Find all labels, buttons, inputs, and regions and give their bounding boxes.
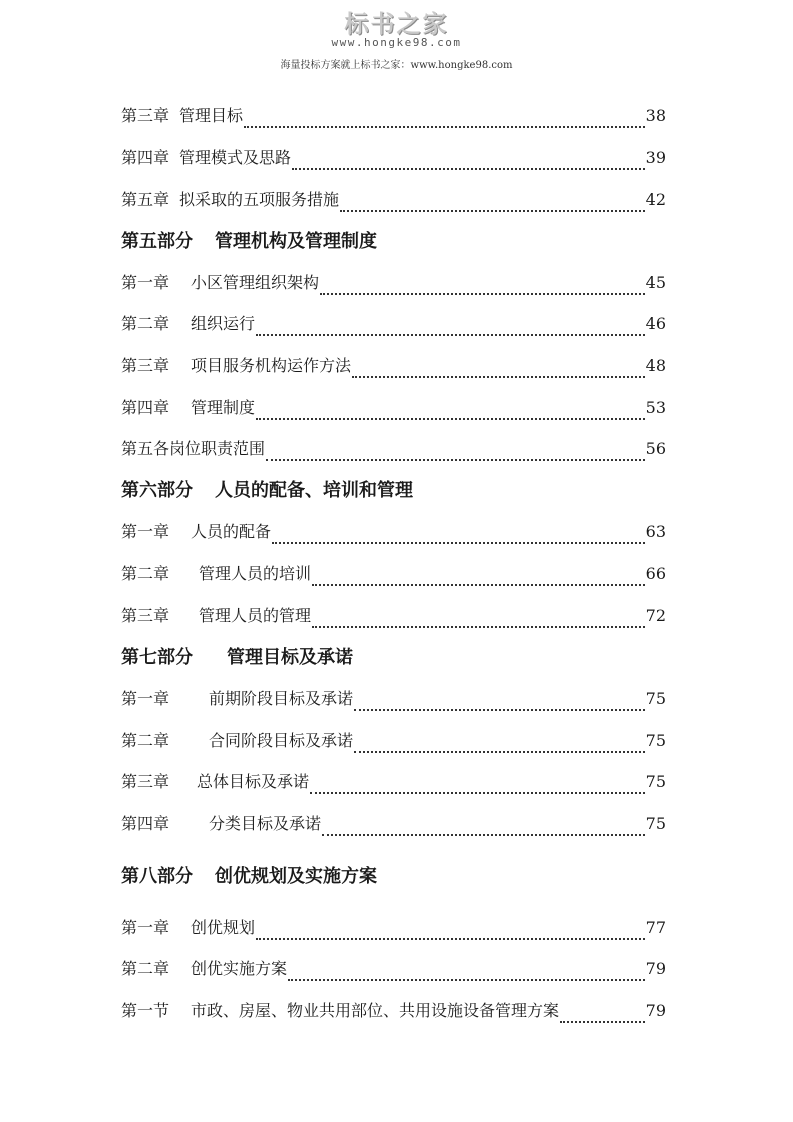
toc-part-heading [121,478,666,504]
toc-title: 人员的配备 [191,522,272,541]
toc-title: 人员的配备、培训和管理 [215,480,413,501]
toc-leader-dots [288,967,645,981]
toc-title: 管理目标 [179,106,244,125]
toc-title: 合同阶段目标及承诺 [209,731,354,750]
toc-entry [121,520,666,544]
toc-title: 管理机构及管理制度 [215,231,377,252]
toc-prefix: 第六部分 [121,480,193,501]
toc-leader-dots [312,572,645,586]
toc-page-number: 77 [645,918,666,937]
toc-title: 管理目标及承诺 [227,647,353,668]
toc-prefix: 第三章 [121,772,170,791]
toc-page-number: 48 [645,356,666,375]
toc-page-number: 46 [645,314,666,333]
toc-leader-dots [272,530,645,544]
toc-entry [121,729,666,753]
toc-part-heading [121,229,666,255]
toc-entry [121,271,666,295]
toc-title: 项目服务机构运作方法 [191,356,352,375]
toc-title: 分类目标及承诺 [209,814,322,833]
toc-prefix: 第五章 [121,190,170,209]
toc-page-number: 45 [645,273,666,292]
toc-entry [121,562,666,586]
toc-prefix: 第七部分 [121,647,193,668]
toc-prefix: 第二章 [121,731,170,750]
toc-title: 小区管理组织架构 [191,273,320,292]
toc-title: 市政、房屋、物业共用部位、共用设施设备管理方案 [191,1001,560,1020]
toc-entry [121,437,666,461]
toc-prefix: 第二章 [121,564,170,583]
toc-part-heading [121,864,666,890]
toc-entry [121,188,666,212]
toc-title: 前期阶段目标及承诺 [209,689,354,708]
toc-title: 管理模式及思路 [179,148,292,167]
toc-page-number: 63 [645,522,666,541]
toc-prefix: 第八部分 [121,866,193,887]
toc-prefix: 第四章 [121,398,170,417]
toc-page-number: 53 [645,398,666,417]
toc-title: 创优规划 [191,918,256,937]
toc-title: 管理人员的培训 [199,564,312,583]
toc-leader-dots [266,447,645,461]
toc-title: 创优实施方案 [191,959,288,978]
toc-prefix: 第二章 [121,959,170,978]
toc-page-number: 79 [645,1001,666,1020]
toc-leader-dots [310,780,645,794]
toc-entry [121,812,666,836]
toc-entry [121,396,666,420]
toc-leader-dots [292,156,645,170]
toc-page-number: 39 [645,148,666,167]
toc-title: 拟采取的五项服务措施 [179,190,340,209]
toc-prefix: 第五部分 [121,231,193,252]
toc-entry [121,999,666,1023]
toc-prefix: 第三章 [121,106,170,125]
toc-page-number: 38 [645,106,666,125]
toc-entry [121,146,666,170]
toc-page-number: 75 [645,731,666,750]
toc-page-number: 42 [645,190,666,209]
toc-title: 组织运行 [191,314,256,333]
toc-prefix: 第二章 [121,314,170,333]
toc-leader-dots [244,114,645,128]
toc-leader-dots [256,926,645,940]
toc-leader-dots [354,697,645,711]
toc-entry [121,687,666,711]
toc-prefix: 第一章 [121,522,170,541]
toc-leader-dots [320,281,645,295]
toc-leader-dots [256,322,645,336]
toc-leader-dots [354,739,645,753]
toc-title: 管理人员的管理 [199,606,312,625]
toc-leader-dots [340,198,645,212]
toc-page-number: 75 [645,689,666,708]
toc-prefix: 第一章 [121,918,170,937]
toc-page-number: 66 [645,564,666,583]
toc-entry [121,957,666,981]
toc-leader-dots [256,406,645,420]
site-url: www.hongke98.com [331,36,462,49]
toc-leader-dots [322,822,645,836]
toc-prefix: 第一节 [121,1001,170,1020]
site-logo: 标书之家 [344,10,449,38]
toc-leader-dots [352,364,645,378]
toc-prefix: 第三章 [121,356,170,375]
toc-prefix: 第三章 [121,606,170,625]
toc-page-number: 79 [645,959,666,978]
toc-entry [121,354,666,378]
toc-title: 管理制度 [191,398,256,417]
toc-part-heading [121,645,666,671]
toc-entry [121,604,666,628]
toc-prefix: 第一章 [121,273,170,292]
toc-entry [121,104,666,128]
toc-entry [121,770,666,794]
toc-leader-dots [560,1009,645,1023]
toc-page-number: 75 [645,814,666,833]
toc-prefix: 第四章 [121,814,170,833]
toc-page-number: 56 [645,439,666,458]
toc-page-number: 72 [645,606,666,625]
toc-entry [121,916,666,940]
toc-title: 总体目标及承诺 [197,772,310,791]
toc-page-number: 75 [645,772,666,791]
toc-prefix: 第一章 [121,689,170,708]
toc-prefix: 第四章 [121,148,170,167]
toc-entry [121,312,666,336]
toc-leader-dots [312,614,645,628]
toc-title: 第五各岗位职责范围 [121,439,266,458]
header-tagline: 海量投标方案就上标书之家：www.hongke98.com [280,60,513,71]
toc-title: 创优规划及实施方案 [215,866,377,887]
